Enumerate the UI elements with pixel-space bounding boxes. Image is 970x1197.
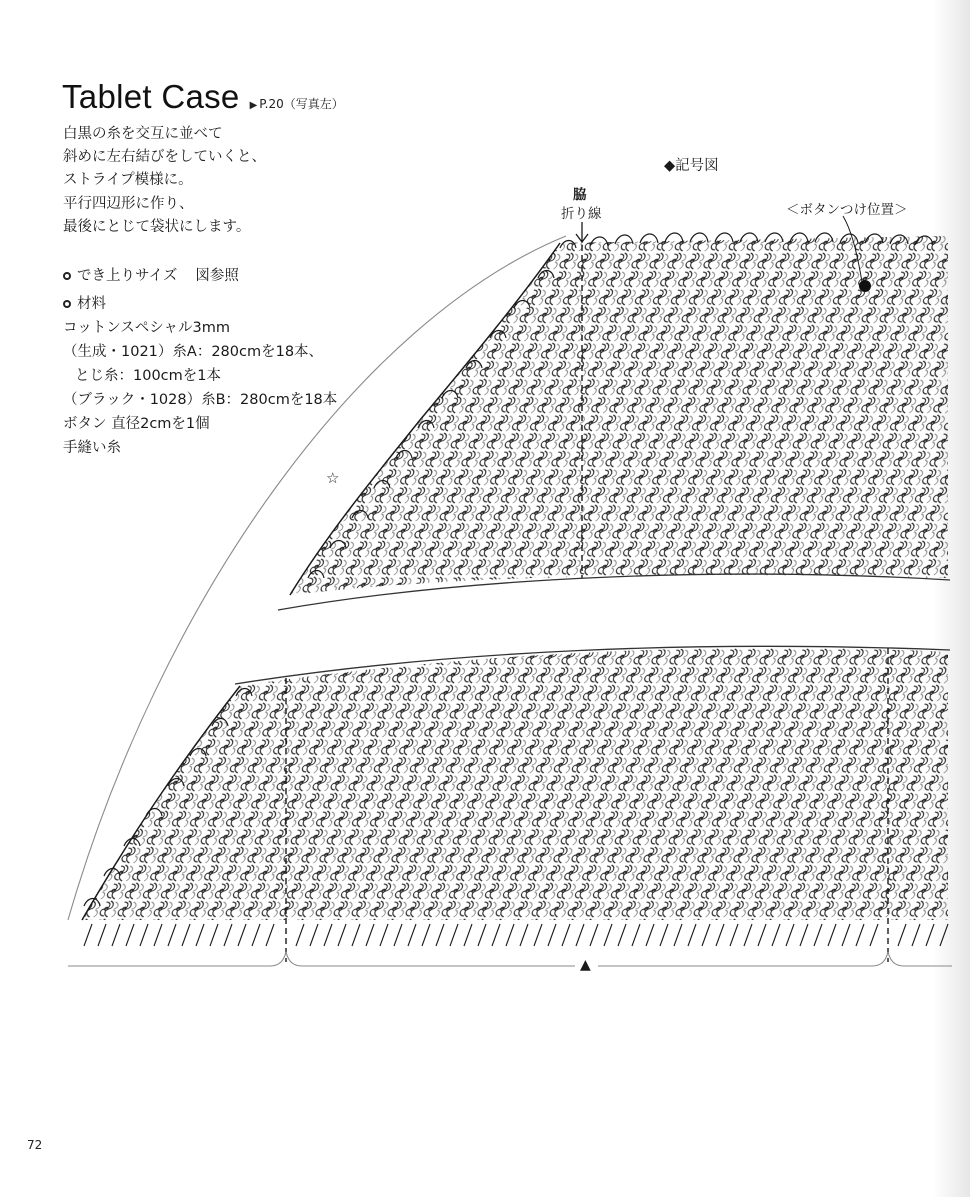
star-mark: ☆ [326, 469, 340, 487]
page-reference-text: P.20（写真左） [259, 97, 344, 111]
materials-label: 材料 [77, 296, 106, 312]
page-number: 72 [27, 1138, 43, 1152]
button-dot-icon [859, 280, 871, 292]
intro-line: 最後にとじて袋状にします。 [63, 218, 251, 235]
size-value: 図参照 [195, 268, 239, 284]
diagram-title: ◆記号図 [664, 158, 719, 174]
triangle-mark: ▲ [580, 957, 591, 973]
materials-line: （ブラック・1028）糸B：280cmを18本 [63, 392, 338, 408]
fold-label-top: 脇 [573, 187, 587, 203]
pointer-arrow-icon: ▶ [249, 100, 258, 111]
materials-line: 手縫い糸 [63, 440, 121, 456]
fold-label-bottom: 折り線 [561, 206, 602, 222]
materials-line: ボタン 直径2cmを1個 [63, 416, 210, 432]
intro-line: 平行四辺形に作り、 [63, 195, 194, 212]
size-label: でき上りサイズ [77, 268, 178, 284]
triangle-span-bracket [68, 952, 952, 966]
page-title: Tablet Case [62, 78, 240, 115]
intro-line: ストライプ模様に。 [63, 172, 193, 189]
intro-line: 斜めに左右結びをしていくと、 [63, 149, 266, 166]
materials-line: （生成・1021）糸A：280cmを18本、 [63, 344, 324, 360]
intro-line: 白黒の糸を交互に並べて [63, 126, 223, 142]
button-position-label: ＜ボタンつけ位置＞ [786, 202, 908, 218]
materials-line: コットンスペシャル3mm [63, 320, 230, 336]
materials-line: とじ糸：100cmを1本 [75, 368, 221, 384]
fold-arrow-icon [576, 222, 588, 242]
